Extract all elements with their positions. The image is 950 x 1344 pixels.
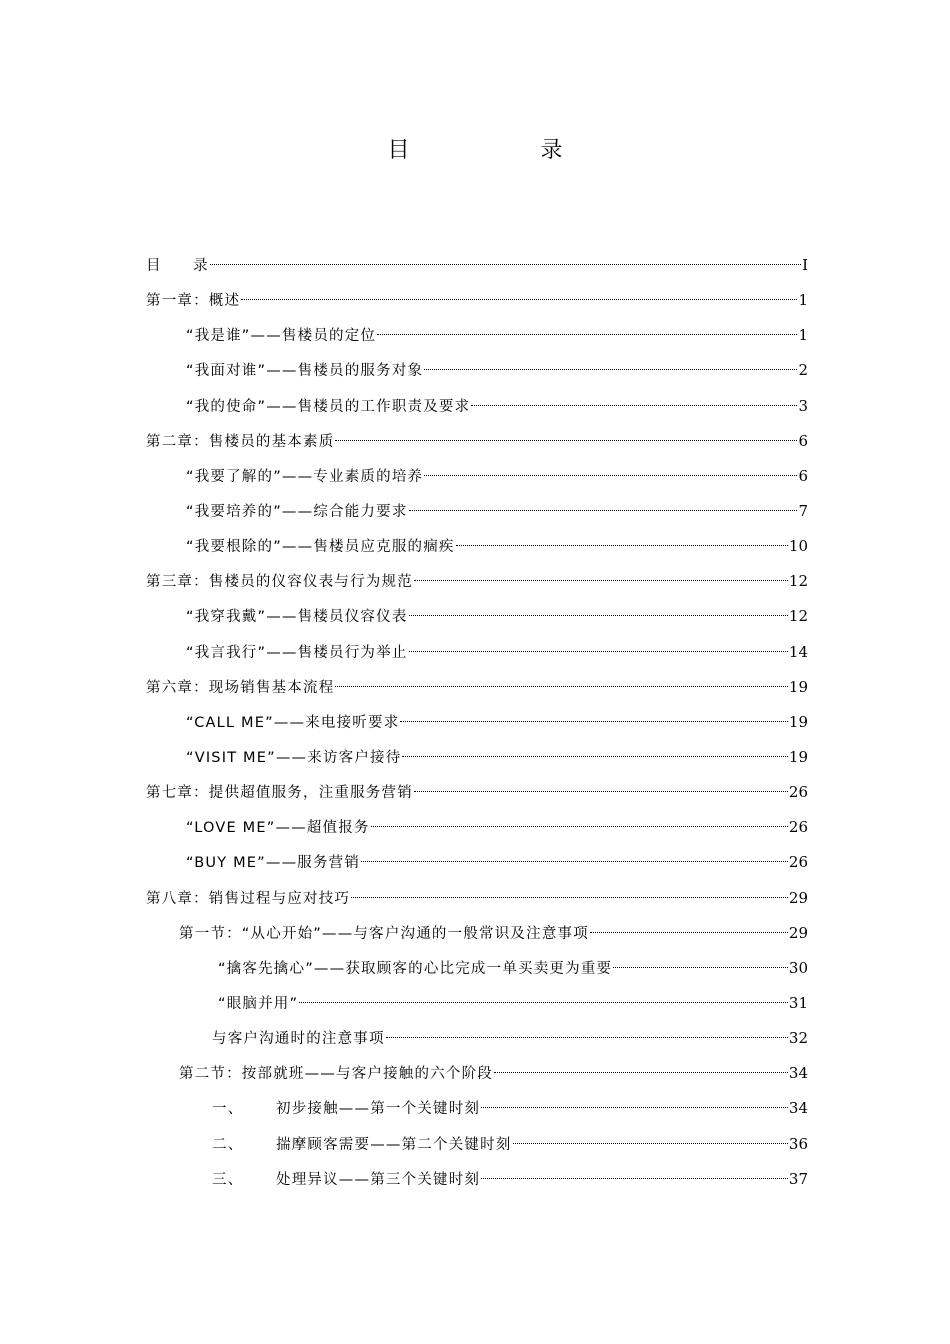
toc-entry-title — [146, 675, 334, 701]
toc-entry-title — [186, 815, 370, 841]
toc-dot-leader — [424, 475, 797, 476]
toc-page-number: 10 — [788, 537, 808, 556]
toc-dot-leader — [335, 686, 788, 687]
toc-page-number: 7 — [798, 501, 808, 520]
toc-entry-title — [186, 323, 376, 349]
toc-entry-text: “CALL ME”——来电接听要求 — [186, 714, 400, 731]
toc-dot-leader — [299, 1002, 788, 1003]
toc-entry[interactable] — [146, 639, 808, 674]
toc-entry-title — [186, 358, 423, 384]
toc-dot-leader — [241, 299, 797, 300]
toc-page-number: 19 — [788, 677, 808, 696]
toc-page-number: 31 — [788, 993, 808, 1012]
toc-dot-leader — [590, 932, 788, 933]
toc-entry-text: “我要根除的”——售楼员应克服的痼疾 — [186, 539, 455, 556]
toc-entry[interactable] — [146, 463, 808, 498]
toc-page-number: 1 — [798, 326, 808, 345]
toc-entry[interactable] — [146, 1025, 808, 1060]
toc-dot-leader — [400, 721, 788, 722]
toc-dot-leader — [335, 440, 797, 441]
toc-entry-title — [186, 394, 470, 420]
toc-entry[interactable] — [146, 533, 808, 568]
toc-entry-title — [146, 429, 334, 455]
toc-entry-title — [186, 604, 408, 630]
toc-entry[interactable] — [146, 1060, 808, 1095]
toc-entry-title — [186, 850, 360, 876]
toc-entry-text: “我穿我戴”——售楼员仪容仪表 — [186, 609, 408, 626]
toc-entry[interactable] — [146, 322, 808, 357]
toc-page-number: 36 — [788, 1134, 808, 1153]
toc-entry-text: “BUY ME”——服务营销 — [186, 855, 361, 872]
toc-entry[interactable] — [146, 814, 808, 849]
toc-entry[interactable] — [146, 357, 808, 392]
toc-entry-text: 第一章：概述 — [146, 293, 241, 310]
toc-entry[interactable] — [146, 709, 808, 744]
toc-page-number: 34 — [788, 1099, 808, 1118]
toc-dot-leader — [414, 580, 788, 581]
toc-dot-leader — [424, 369, 797, 370]
toc-page-number: 12 — [788, 607, 808, 626]
toc-dot-leader — [513, 1143, 788, 1144]
toc-page-number: 12 — [788, 572, 808, 591]
toc-dot-leader — [409, 615, 788, 616]
toc-page-number: I — [802, 256, 808, 274]
toc-entry-text: “LOVE ME”——超值报务 — [186, 820, 370, 837]
toc-entry-title — [186, 464, 423, 490]
toc-entry-text: 与客户沟通时的注意事项 — [212, 1031, 385, 1048]
toc-page-number: 2 — [798, 361, 808, 380]
toc-entry-title — [146, 886, 350, 912]
toc-entry-number: 一、 — [212, 1101, 244, 1118]
toc-page-number: 32 — [788, 1029, 808, 1048]
toc-dot-leader — [386, 1037, 788, 1038]
toc-dot-leader — [494, 1072, 788, 1073]
toc-entry[interactable] — [146, 1095, 808, 1130]
toc-page-number: 19 — [788, 747, 808, 766]
toc-entry-text: 初步接触——第一个关键时刻 — [276, 1101, 481, 1118]
toc-entry[interactable] — [146, 1166, 808, 1201]
toc-entry-text: 目 录 — [146, 258, 209, 274]
toc-entry-title — [186, 499, 408, 525]
toc-entry[interactable] — [146, 252, 808, 287]
toc-page-number: 6 — [798, 431, 808, 450]
toc-page-number: 3 — [798, 396, 808, 415]
toc-entry-title — [186, 534, 455, 560]
toc-entry[interactable] — [146, 1131, 808, 1166]
toc-dot-leader — [377, 334, 797, 335]
toc-page-number: 26 — [788, 783, 808, 802]
toc-entry[interactable] — [146, 603, 808, 638]
toc-dot-leader — [456, 545, 788, 546]
toc-entry-title — [186, 640, 408, 666]
toc-page-number: 6 — [798, 466, 808, 485]
toc-list — [146, 252, 808, 1201]
toc-entry-title — [212, 1167, 480, 1193]
toc-dot-leader — [361, 861, 788, 862]
toc-entry-text: 第八章：销售过程与应对技巧 — [146, 890, 351, 907]
toc-page-number: 37 — [788, 1169, 808, 1188]
toc-entry-text: “VISIT ME”——来访客户接待 — [186, 749, 402, 766]
toc-dot-leader — [402, 756, 787, 757]
toc-dot-leader — [210, 264, 801, 265]
toc-entry[interactable] — [146, 920, 808, 955]
toc-dot-leader — [409, 510, 798, 511]
toc-entry-title — [186, 710, 399, 736]
toc-entry-title — [212, 1026, 385, 1052]
toc-entry-title — [186, 745, 401, 771]
toc-entry[interactable] — [146, 568, 808, 603]
toc-entry[interactable] — [146, 287, 808, 322]
toc-entry[interactable] — [146, 393, 808, 428]
toc-entry-text: “眼脑并用” — [218, 995, 299, 1012]
toc-dot-leader — [414, 791, 788, 792]
toc-page-number: 30 — [788, 958, 808, 977]
toc-entry-title — [212, 1132, 512, 1158]
toc-entry-text: “我面对谁”——售楼员的服务对象 — [186, 363, 424, 380]
toc-dot-leader — [351, 897, 788, 898]
toc-page-number: 34 — [788, 1064, 808, 1083]
toc-entry-text: “擒客先擒心”——获取顾客的心比完成一单买卖更为重要 — [218, 960, 613, 977]
toc-dot-leader — [481, 1178, 788, 1179]
toc-dot-leader — [613, 967, 788, 968]
toc-entry-text: 第二章：售楼员的基本素质 — [146, 433, 335, 450]
toc-page-number: 1 — [798, 291, 808, 310]
toc-dot-leader — [409, 651, 788, 652]
toc-page-number: 29 — [788, 923, 808, 942]
toc-title: 目 录 — [387, 138, 625, 163]
toc-entry[interactable] — [146, 955, 808, 990]
toc-entry-text: “我言我行”——售楼员行为举止 — [186, 644, 408, 661]
toc-entry[interactable] — [146, 885, 808, 920]
toc-entry-number: 三、 — [212, 1171, 244, 1188]
toc-entry-text: “我要培养的”——综合能力要求 — [186, 503, 408, 520]
toc-entry[interactable] — [146, 849, 808, 884]
toc-page-number: 26 — [788, 853, 808, 872]
toc-dot-leader — [481, 1107, 788, 1108]
toc-entry-text: 第三章：售楼员的仪容仪表与行为规范 — [146, 574, 413, 591]
toc-page-number: 19 — [788, 712, 808, 731]
toc-entry[interactable] — [146, 779, 808, 814]
toc-entry-title — [179, 921, 589, 947]
toc-entry-title — [212, 1096, 480, 1122]
toc-entry-text: 第七章：提供超值服务，注重服务营销 — [146, 785, 413, 802]
toc-page-number: 26 — [788, 818, 808, 837]
toc-entry[interactable] — [146, 674, 808, 709]
toc-entry-title — [146, 253, 209, 279]
toc-entry-text: 第二节：按部就班——与客户接触的六个阶段 — [179, 1066, 493, 1083]
toc-entry[interactable] — [146, 498, 808, 533]
toc-dot-leader — [471, 405, 797, 406]
toc-entry-title — [179, 1061, 493, 1087]
toc-entry-title — [146, 569, 413, 595]
toc-page-number: 14 — [788, 642, 808, 661]
toc-entry-text: 处理异议——第三个关键时刻 — [276, 1171, 481, 1188]
toc-dot-leader — [371, 826, 788, 827]
toc-entry[interactable] — [146, 744, 808, 779]
toc-entry-text: 第六章：现场销售基本流程 — [146, 679, 335, 696]
toc-entry[interactable] — [146, 990, 808, 1025]
toc-entry-title — [146, 780, 413, 806]
toc-entry-title — [218, 956, 612, 982]
toc-entry-text: “我是谁”——售楼员的定位 — [186, 328, 377, 345]
toc-page-number: 29 — [788, 888, 808, 907]
toc-entry-title — [146, 288, 240, 314]
toc-entry-title — [218, 991, 298, 1017]
toc-entry-number: 二、 — [212, 1136, 244, 1153]
toc-entry-text: “我的使命”——售楼员的工作职责及要求 — [186, 398, 471, 415]
toc-entry-text: “我要了解的”——专业素质的培养 — [186, 468, 424, 485]
toc-entry-text: 揣摩顾客需要——第二个关键时刻 — [276, 1136, 512, 1153]
toc-entry-text: 第一节：“从心开始”——与客户沟通的一般常识及注意事项 — [179, 925, 589, 942]
toc-entry[interactable] — [146, 428, 808, 463]
